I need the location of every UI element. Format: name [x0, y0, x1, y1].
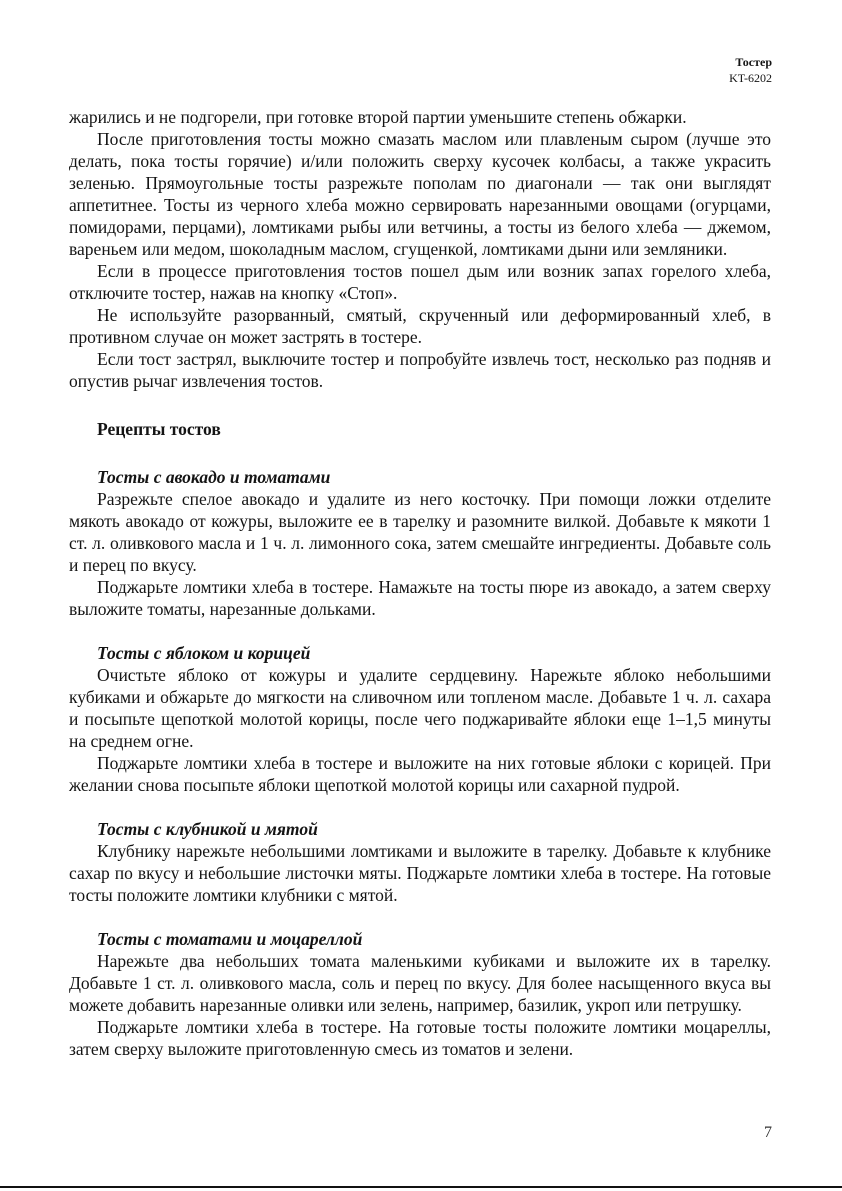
page-header — [729, 54, 772, 86]
header-title: Тостер — [735, 55, 772, 69]
recipe-paragraph: Клубнику нарежьте небольшими ломтиками и выложите в тарелку. Добавьте к клубнике сахар по вкусу и небольшие листочки мяты. Поджарьте ломтики хлеба в тостере. На готовые тосты положите ломтики клубники с мятой. — [69, 841, 771, 905]
section-title: Рецепты тостов — [97, 419, 221, 439]
recipe-paragraph: Нарежьте два небольших томата маленькими кубиками и выложите их в тарелку. Добавьте 1 ст. л. оливкового масла, соль и перец по вкусу. Для более насыщенного вкуса вы можете добавить нарезанные оливки или зелень, например, базилик, укроп или петрушку. — [69, 951, 771, 1015]
recipe-title: Тосты с яблоком и корицей — [97, 643, 311, 663]
intro-paragraph: Если в процессе приготовления тостов пошел дым или возник запах горелого хлеба, отключите тостер, нажав на кнопку «Стоп». — [69, 261, 771, 303]
intro-paragraph: После приготовления тосты можно смазать маслом или плавленым сыром (лучше это делать, пока тосты горячие) и/или положить сверху кусочек колбасы, а также украсить зеленью. Прямоугольные тосты разрежьте пополам по диагонали — так они выглядят аппетитнее. Тосты из черного хлеба можно сервировать нарезанными овощами (огурцами, помидорами, перцами), ломтиками рыбы или ветчины, а тосты из белого хлеба — джемом, вареньем или медом, шоколадным маслом, сгущенкой, ломтиками дыни или земляники. — [69, 129, 771, 259]
page-number: 7 — [764, 1124, 772, 1141]
intro-paragraph: Если тост застрял, выключите тостер и попробуйте извлечь тост, несколько раз подняв и опустив рычаг извлечения тостов. — [69, 349, 771, 391]
intro-paragraph: жарились и не подгорели, при готовке второй партии уменьшите степень обжарки. — [69, 107, 687, 127]
recipe-title: Тосты с авокадо и томатами — [97, 467, 331, 487]
intro-paragraph: Не используйте разорванный, смятый, скрученный или деформированный хлеб, в противном случае он может застрять в тостере. — [69, 305, 771, 347]
page-content — [69, 106, 771, 1060]
bottom-rule — [0, 1186, 842, 1188]
recipe-paragraph: Поджарьте ломтики хлеба в тостере и выложите на них готовые яблоки с корицей. При желании снова посыпьте яблоки щепоткой молотой корицы или сахарной пудрой. — [69, 753, 771, 795]
recipe-title: Тосты с томатами и моцареллой — [97, 929, 363, 949]
recipe-paragraph: Очистьте яблоко от кожуры и удалите сердцевину. Нарежьте яблоко небольшими кубиками и обжарьте до мягкости на сливочном или топленом масле. Добавьте 1 ч. л. сахара и посыпьте щепоткой молотой корицы, после чего поджаривайте яблоки еще 1–1,5 минуты на среднем огне. — [69, 665, 771, 751]
recipe-paragraph: Поджарьте ломтики хлеба в тостере. Намажьте на тосты пюре из авокадо, а затем сверху выложите томаты, нарезанные дольками. — [69, 577, 771, 619]
header-model: KT-6202 — [729, 71, 772, 85]
recipe-paragraph: Поджарьте ломтики хлеба в тостере. На готовые тосты положите ломтики моцареллы, затем сверху выложите приготовленную смесь из томатов и зелени. — [69, 1017, 771, 1059]
recipe-paragraph: Разрежьте спелое авокадо и удалите из него косточку. При помощи ложки отделите мякоть авокадо от кожуры, выложите ее в тарелку и разомните вилкой. Добавьте к мякоти 1 ст. л. оливкового масла и 1 ч. л. лимонного сока, затем смешайте ингредиенты. Добавьте соль и перец по вкусу. — [69, 489, 771, 575]
recipe-title: Тосты с клубникой и мятой — [97, 819, 318, 839]
